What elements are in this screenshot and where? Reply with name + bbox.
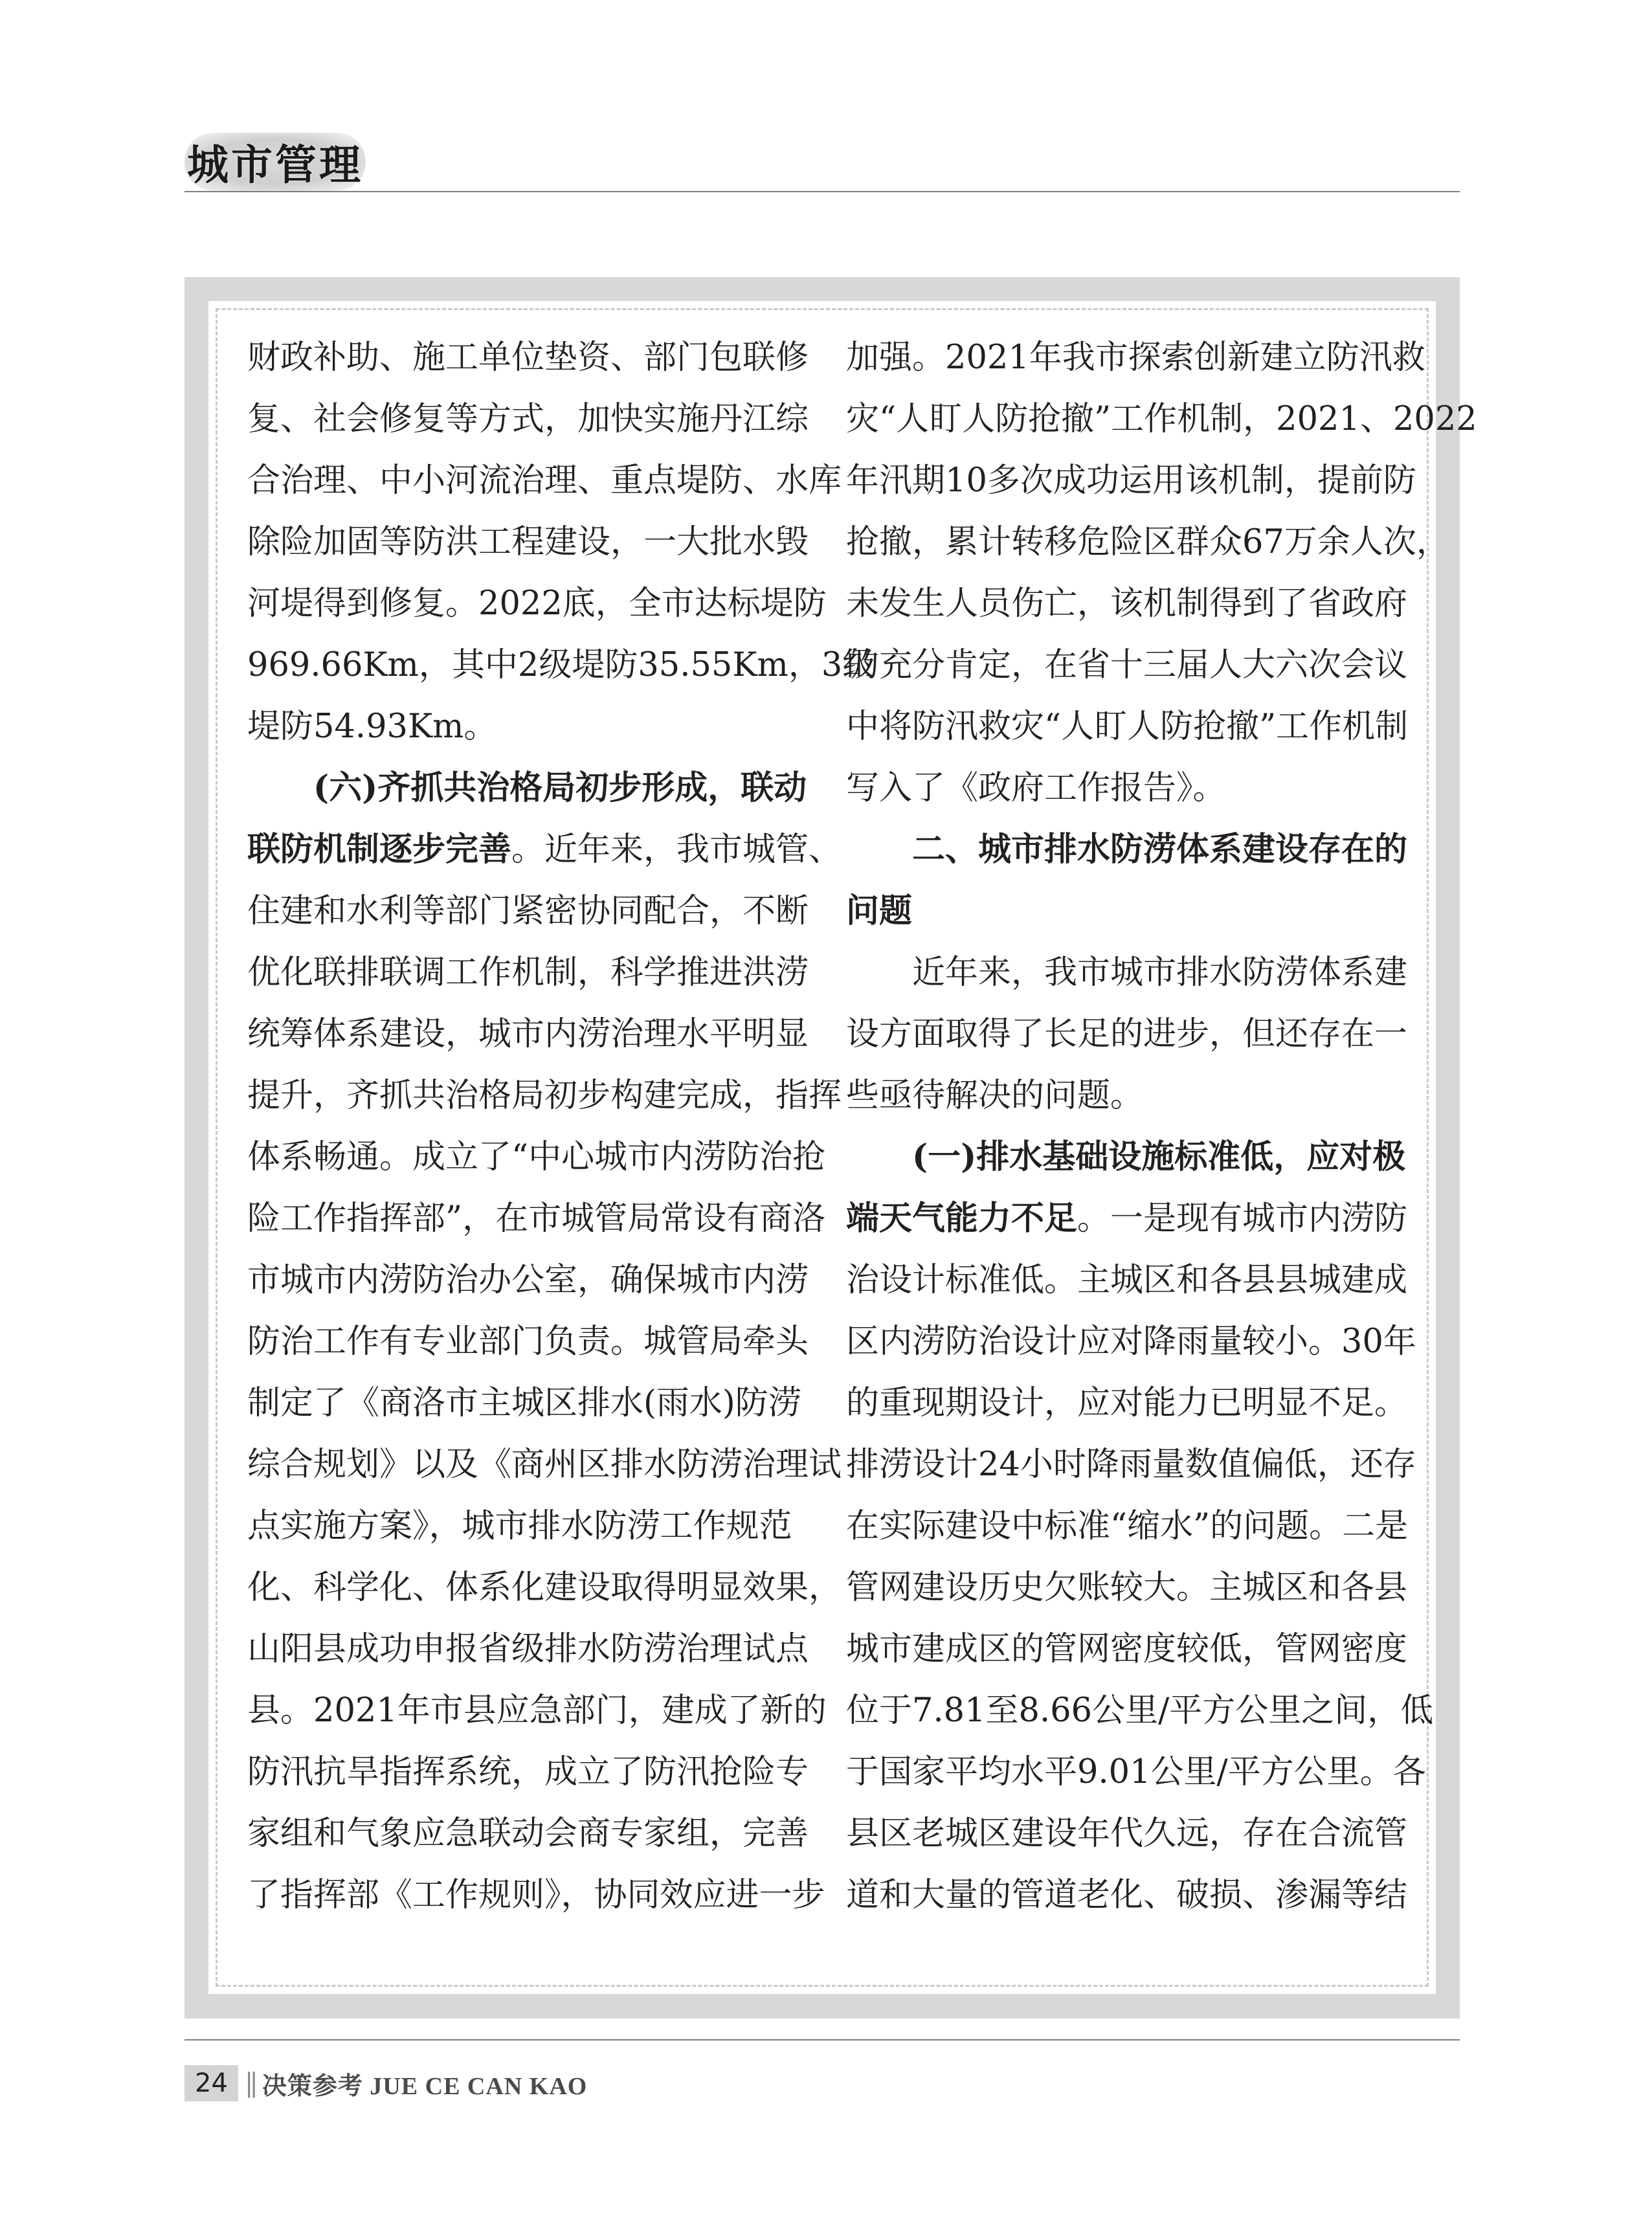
- text-line: [247, 1864, 823, 1926]
- body-text: 制定了《商洛市主城区排水(雨水)防涝: [247, 1384, 801, 1422]
- heading-text: 二、城市排水防涝体系建设存在的: [846, 830, 1408, 869]
- text-line: [247, 1003, 823, 1065]
- body-text: 抢撤，累计转移危险区群众67万余人次，: [846, 523, 1449, 561]
- body-text: 财政补助、施工单位垫资、部门包联修: [247, 339, 809, 377]
- text-line: [247, 388, 823, 450]
- body-text: 县区老城区建设年代久远，存在合流管: [846, 1815, 1408, 1853]
- text-line: [247, 1803, 823, 1864]
- right-column: [846, 327, 1477, 1926]
- text-line: [247, 1741, 823, 1803]
- body-text: 市城市内涝防治办公室，确保城市内涝: [247, 1261, 809, 1299]
- left-column: [247, 327, 876, 1926]
- body-text: 区内涝防治设计应对降雨量较小。30年: [846, 1323, 1416, 1361]
- body-text: 合治理、中小河流治理、重点堤防、水库: [247, 462, 842, 500]
- text-line: [846, 573, 1408, 634]
- body-text: 排涝设计24小时降雨量数值偏低，还存: [846, 1446, 1416, 1484]
- text-line: [247, 1249, 823, 1311]
- body-text: 了指挥部《工作规则》，协同效应进一步: [247, 1876, 825, 1914]
- body-text: 家组和气象应急联动会商专家组，完善: [247, 1815, 809, 1853]
- publication-name: 决策参考 JUE CE CAN KAO: [262, 2072, 588, 2100]
- text-line: [846, 388, 1477, 450]
- body-text: 道和大量的管道老化、破损、渗漏等结: [846, 1876, 1408, 1914]
- heading-text: 问题: [846, 891, 913, 930]
- text-line: [247, 1311, 823, 1372]
- text-line: [846, 1495, 1409, 1557]
- text-line: [247, 696, 823, 757]
- text-line: [846, 511, 1449, 573]
- body-text: 除险加固等防洪工程建设，一大批水毁: [247, 523, 809, 561]
- text-line: [247, 1188, 826, 1249]
- page-number: 24: [184, 2065, 238, 2101]
- text-line: [846, 327, 1425, 388]
- text-line: [846, 1065, 1396, 1126]
- text-line: [247, 1618, 823, 1680]
- heading-text: (六)齐抓共治格局初步形成，联动: [247, 768, 807, 807]
- text-line: [247, 1680, 827, 1741]
- body-text: 在实际建设中标准“缩水”的问题。二是: [846, 1507, 1409, 1545]
- text-line: [247, 511, 823, 573]
- body-text: 写入了《政府工作报告》。: [846, 769, 1226, 807]
- heading-text: (一)排水基础设施标准低，应对极: [846, 1137, 1406, 1176]
- body-text: 年汛期10多次成功运用该机制，提前防: [846, 462, 1416, 500]
- body-text: 治设计标准低。主城区和各县县城建成: [846, 1261, 1408, 1299]
- body-text: 防治工作有专业部门负责。城管局牵头: [247, 1323, 809, 1361]
- body-text: 。一是现有城市内涝防: [1077, 1200, 1408, 1238]
- text-line: [247, 1495, 823, 1557]
- body-text: 位于7.81至8.66公里/平方公里之间，低: [846, 1692, 1434, 1730]
- body-text: 综合规划》以及《商州区排水防涝治理试: [247, 1446, 842, 1484]
- text-line: [846, 1311, 1416, 1372]
- body-text: 的重现期设计，应对能力已明显不足。: [846, 1384, 1408, 1422]
- body-text: 险工作指挥部”，在市城管局常设有商洛: [247, 1200, 826, 1238]
- text-line: [846, 1003, 1408, 1065]
- body-text: 山阳县成功申报省级排水防涝治理试点: [247, 1630, 809, 1668]
- body-text: 提升，齐抓共治格局初步构建完成，指挥: [247, 1077, 842, 1115]
- text-line: [846, 696, 1409, 757]
- text-line: [846, 880, 1396, 942]
- body-text: 优化联排联调工作机制，科学推进洪涝: [247, 954, 809, 992]
- text-line: [846, 1434, 1416, 1495]
- text-line: [247, 757, 823, 819]
- body-text: 设方面取得了长足的进步，但还存在一: [846, 1015, 1408, 1053]
- body-text: 河堤得到修复。2022底，全市达标堤防: [247, 585, 827, 623]
- text-line: [846, 1680, 1434, 1741]
- text-line: [846, 1372, 1408, 1434]
- text-line: [247, 1126, 826, 1188]
- text-line: [846, 1803, 1408, 1864]
- text-line: [247, 1557, 842, 1618]
- text-line: [247, 880, 823, 942]
- body-text: 的充分肯定，在省十三届人大六次会议: [846, 646, 1408, 684]
- body-text: 969.66Km，其中2级堤防35.55Km，3级: [247, 646, 876, 684]
- text-line: [247, 1434, 842, 1495]
- body-text: 加强。2021年我市探索创新建立防汛救: [846, 339, 1425, 377]
- text-line: [846, 1618, 1408, 1680]
- body-text: 未发生人员伤亡，该机制得到了省政府: [846, 585, 1408, 623]
- body-text: 县。2021年市县应急部门，建成了新的: [247, 1692, 827, 1730]
- article-body: [208, 301, 1477, 1994]
- body-text: 中将防汛救灾“人盯人防抢撤”工作机制: [846, 708, 1409, 746]
- body-text: 。近年来，我市城管、: [511, 831, 842, 869]
- body-text: 化、科学化、体系化建设取得明显效果，: [247, 1569, 842, 1607]
- text-line: [846, 942, 1408, 1003]
- text-line: [846, 450, 1416, 511]
- text-line: [846, 1249, 1408, 1311]
- text-line: [846, 1864, 1408, 1926]
- section-header: [184, 133, 366, 191]
- text-line: [247, 1065, 842, 1126]
- footer-divider: [184, 2039, 1460, 2041]
- text-line: [247, 942, 823, 1003]
- text-line: [247, 573, 827, 634]
- heading-text: 联防机制逐步完善: [247, 830, 512, 869]
- body-text: 点实施方案》，城市排水防涝工作规范: [247, 1507, 792, 1545]
- text-line: [846, 1741, 1426, 1803]
- footer-separator: ||: [244, 2068, 254, 2098]
- text-line: [846, 1126, 1406, 1188]
- body-text: 统筹体系建设，城市内涝治理水平明显: [247, 1015, 809, 1053]
- body-text: 堤防54.93Km。: [247, 708, 497, 746]
- text-line: [247, 450, 842, 511]
- text-line: [247, 634, 876, 696]
- body-text: 管网建设历史欠账较大。主城区和各县: [846, 1569, 1408, 1607]
- body-text: 于国家平均水平9.01公里/平方公里。各: [846, 1753, 1426, 1791]
- page-footer: [184, 2064, 587, 2103]
- text-line: [846, 1188, 1408, 1249]
- text-line: [846, 1557, 1408, 1618]
- body-text: 些亟待解决的问题。: [846, 1077, 1144, 1115]
- text-line: [846, 757, 1396, 819]
- body-text: 灾“人盯人防抢撤”工作机制，2021、2022: [846, 400, 1477, 438]
- heading-text: 端天气能力不足: [846, 1199, 1078, 1238]
- text-line: [247, 327, 823, 388]
- body-text: 近年来，我市城市排水防涝体系建: [846, 954, 1408, 992]
- body-text: 防汛抗旱指挥系统，成立了防汛抢险专: [247, 1753, 809, 1791]
- body-text: 城市建成区的管网密度较低，管网密度: [846, 1630, 1408, 1668]
- header-divider: [184, 191, 1460, 192]
- body-text: 体系畅通。成立了“中心城市内涝防治抢: [247, 1138, 826, 1176]
- body-text: 复、社会修复等方式，加快实施丹江综: [247, 400, 809, 438]
- text-line: [846, 819, 1408, 880]
- text-line: [247, 819, 842, 880]
- body-text: 住建和水利等部门紧密协同配合，不断: [247, 892, 809, 930]
- text-line: [846, 634, 1408, 696]
- section-title: 城市管理: [187, 142, 363, 190]
- text-line: [247, 1372, 823, 1434]
